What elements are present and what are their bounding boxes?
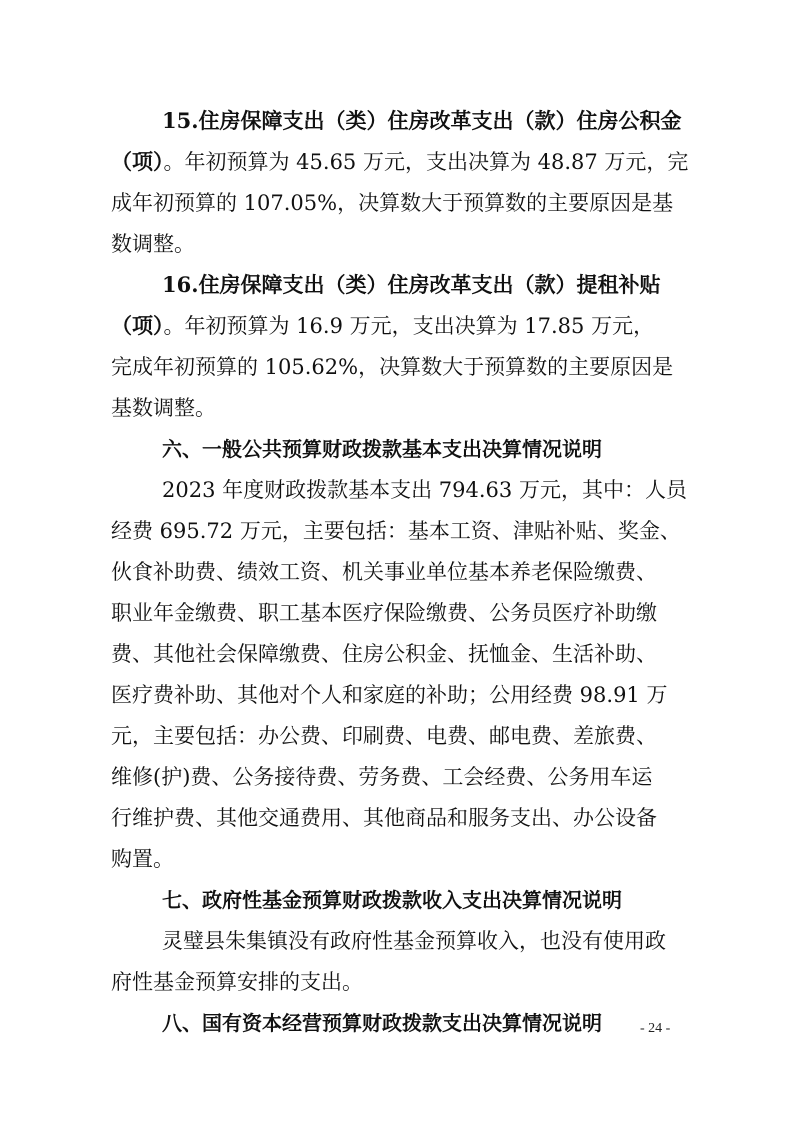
- section7-line: 灵璧县朱集镇没有政府性基金预算收入，也没有使用政: [162, 929, 666, 953]
- para15-line3: 成年初预算的 107.05%，决算数大于预算数的主要原因是基: [111, 191, 674, 215]
- para15-line1: [0, 109, 793, 133]
- para16-line2: [0, 314, 793, 338]
- section6-line: 职业年金缴费、职工基本医疗保险缴费、公务员医疗补助缴: [111, 601, 657, 625]
- para16-line3: 完成年初预算的 105.62%，决算数大于预算数的主要原因是: [111, 355, 674, 379]
- section6-line: 行维护费、其他交通费用、其他商品和服务支出、办公设备: [111, 806, 657, 830]
- section6-line: 医疗费补助、其他对个人和家庭的补助；公用经费 98.91 万: [111, 683, 668, 707]
- heading-section-8: 八、国有资本经营预算财政拨款支出决算情况说明: [162, 1011, 602, 1035]
- para16-item-label: （项）: [111, 313, 164, 338]
- para16-text-2: 。年初预算为 16.9 万元，支出决算为 17.85 万元，: [163, 314, 655, 338]
- para15-line2: [0, 150, 793, 174]
- para16-line4: 基数调整。: [111, 396, 216, 420]
- section6-line: 伙食补助费、绩效工资、机关事业单位基本养老保险缴费、: [111, 560, 657, 584]
- page-number: - 24 -: [640, 1021, 671, 1036]
- para16-line1: [0, 273, 793, 297]
- heading-section-6: 六、一般公共预算财政拨款基本支出决算情况说明: [162, 437, 602, 461]
- para15-item-label: （项）: [111, 149, 164, 174]
- section7-line: 府性基金预算安排的支出。: [111, 970, 363, 994]
- section6-line: 经费 695.72 万元，主要包括：基本工资、津贴补贴、奖金、: [111, 519, 681, 543]
- para15-title: 15.住房保障支出（类）住房改革支出（款）住房公积金: [162, 108, 682, 133]
- para15-text-2: 。年初预算为 45.65 万元，支出决算为 48.87 万元，完: [163, 150, 689, 174]
- section6-line: 维修(护)费、公务接待费、劳务费、工会经费、公务用车运: [111, 765, 653, 789]
- para15-line4: 数调整。: [111, 232, 195, 256]
- heading-section-7: 七、政府性基金预算财政拨款收入支出决算情况说明: [162, 888, 622, 912]
- section6-line: 2023 年度财政拨款基本支出 794.63 万元，其中：人员: [162, 478, 687, 502]
- section6-line: 费、其他社会保障缴费、住房公积金、抚恤金、生活补助、: [111, 642, 657, 666]
- section6-line: 购置。: [111, 847, 174, 871]
- para16-title: 16.住房保障支出（类）住房改革支出（款）提租补贴: [162, 272, 661, 297]
- section6-line: 元，主要包括：办公费、印刷费、电费、邮电费、差旅费、: [111, 724, 657, 748]
